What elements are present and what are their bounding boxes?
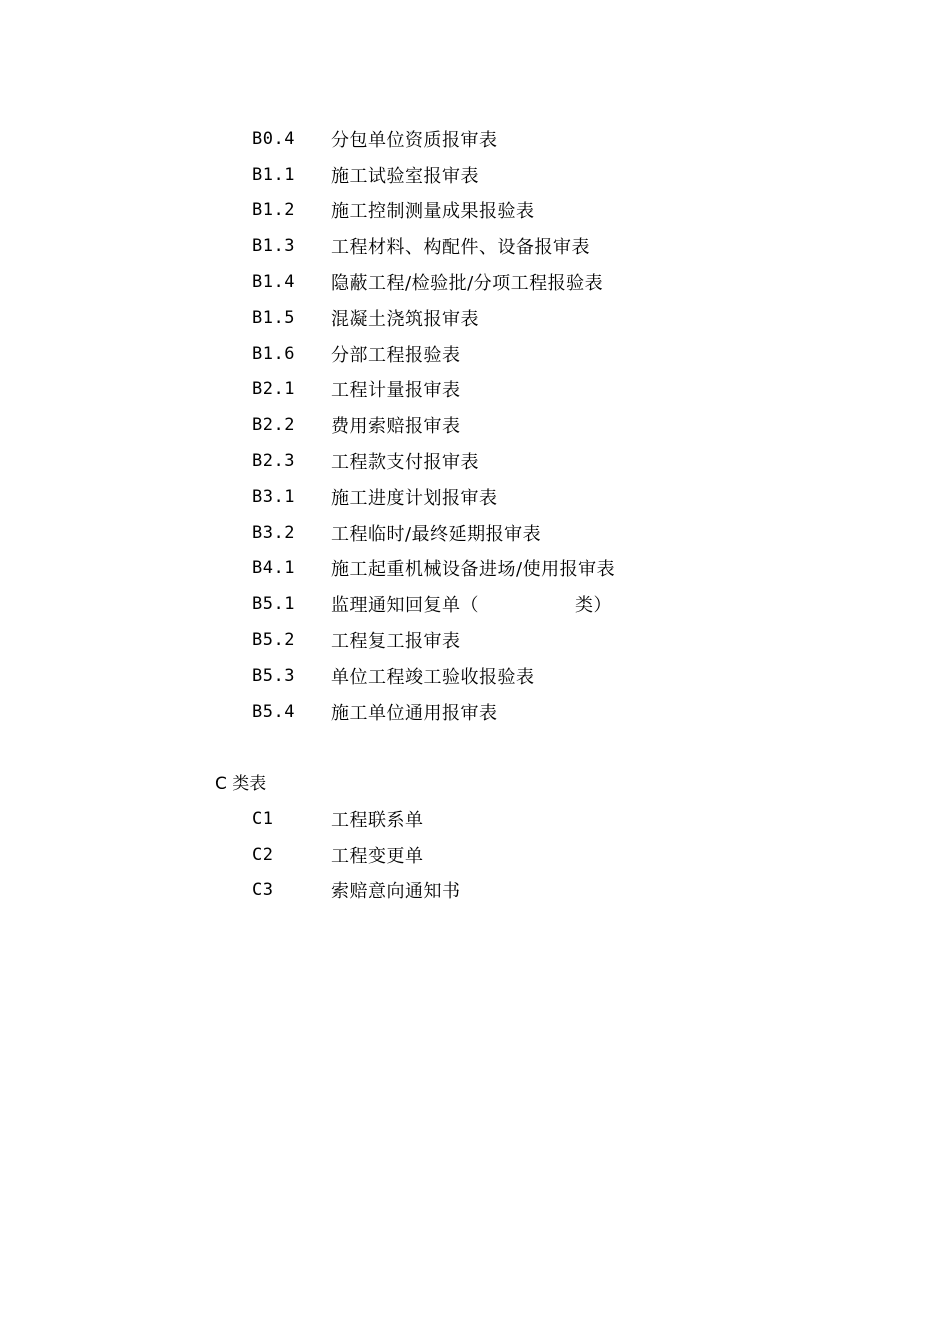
item-title: 工程复工报审表 [331,631,461,653]
item-code: B2.2 [252,415,295,436]
item-title: 工程款支付报审表 [331,452,479,474]
item-title: 分包单位资质报审表 [331,129,498,151]
item-code: B3.2 [252,522,295,543]
list-item [252,443,615,479]
list-item [252,801,461,837]
item-title: 施工进度计划报审表 [331,487,498,509]
item-code: B4.1 [252,558,295,579]
item-title: 工程材料、构配件、设备报审表 [331,237,590,259]
c-table-list [252,801,461,908]
item-code: C3 [252,880,274,901]
item-code: B1.1 [252,164,295,185]
item-title: 施工控制测量成果报验表 [331,201,535,223]
item-code: B1.3 [252,236,295,257]
list-item [252,372,615,408]
item-title: 隐蔽工程/检验批/分项工程报验表 [331,273,604,295]
list-item [252,837,461,873]
list-item [252,228,615,264]
list-item [252,264,615,300]
list-item [252,407,615,443]
item-code: B1.5 [252,307,295,328]
list-item [252,586,615,622]
item-code: B1.4 [252,272,295,293]
item-title: 工程计量报审表 [331,380,461,402]
list-item [252,300,615,336]
list-item [252,336,615,372]
item-code: B1.2 [252,200,295,221]
item-code: C1 [252,808,274,829]
list-item [252,658,615,694]
item-code: C2 [252,844,274,865]
item-code: B5.3 [252,665,295,686]
list-item [252,873,461,909]
item-title: 混凝土浇筑报审表 [331,308,479,330]
list-item [252,694,615,730]
item-title: 费用索赔报审表 [331,416,461,438]
item-title: 施工试验室报审表 [331,165,479,187]
list-item [252,515,615,551]
list-item [252,193,615,229]
item-code: B5.2 [252,630,295,651]
item-title: 工程联系单 [331,809,424,831]
item-title: 单位工程竣工验收报验表 [331,666,535,688]
item-code: B0.4 [252,128,295,149]
item-title: 索赔意向通知书 [331,881,461,903]
item-title: 施工起重机械设备进场/使用报审表 [331,559,616,581]
item-code: B1.6 [252,343,295,364]
section-title-c: C 类表 [215,774,267,794]
list-item [252,551,615,587]
item-title: 监理通知回复单（ [331,595,479,617]
list-item [252,622,615,658]
item-title: 施工单位通用报审表 [331,702,498,724]
item-code: B3.1 [252,486,295,507]
list-item [252,121,615,157]
item-title: 工程临时/最终延期报审表 [331,523,542,545]
list-item [252,479,615,515]
item-code: B2.3 [252,451,295,472]
item-code: B2.1 [252,379,295,400]
item-title: 分部工程报验表 [331,344,461,366]
list-item [252,157,615,193]
item-code: B5.4 [252,701,295,722]
item-title-suffix: 类） [575,595,612,617]
b-table-list [252,121,615,730]
item-code: B5.1 [252,594,295,615]
item-title: 工程变更单 [331,845,424,867]
